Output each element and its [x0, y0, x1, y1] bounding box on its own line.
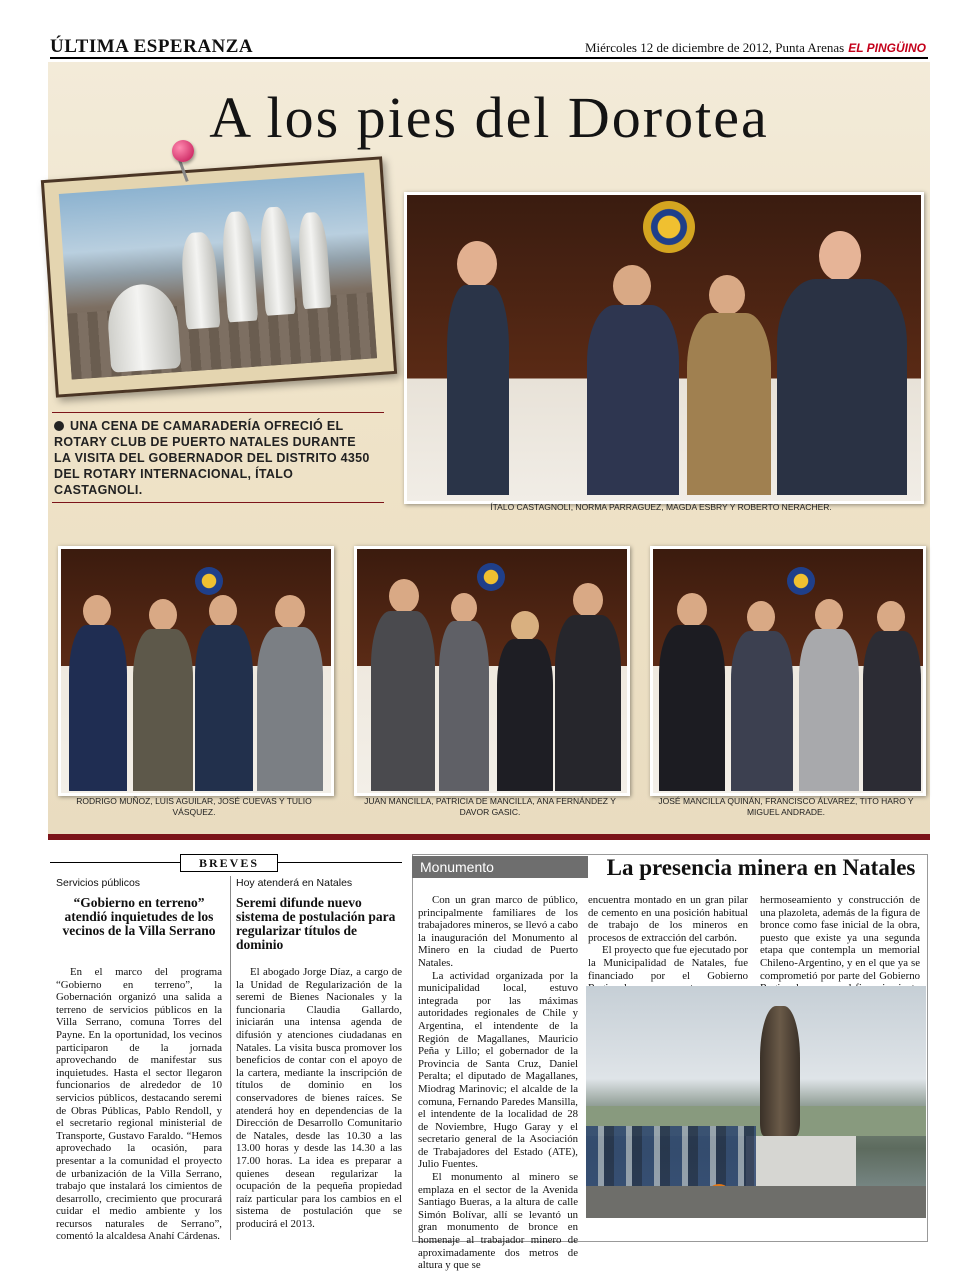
group-photo-1: [58, 546, 334, 796]
brief-2-headline: Seremi difunde nuevo sistema de postulación para regularizar títulos de dominio: [236, 895, 396, 952]
dateline: [585, 40, 926, 56]
brief-2-body: El abogado Jorge Díaz, a cargo de la Unidad de Regularización de la seremi de Bienes Nacionales y la funcionaria Claudia Gallardo, iniciarán una intensa agenda de difusión y atenciones ciudadanas en Natales. La visita busca promover los beneficios de contar con el apoyo de la cartera, mediante la inscripción de títulos de dominio en los conservadores de bienes raíces. Se atenderá hoy en dependencias de la Dirección de Desarrollo Comunitario de Natales, desde las 10.30 a las 13.00 horas y desde las 14.30 a las 17.00 horas. La idea es preparar a quienes desean regularizar la ocupación de la pequeña propiedad raíz particular para los cambios en el sistema de postulación que se producirá el 2013.: [236, 966, 402, 1230]
monumento-col-1: [418, 894, 578, 1272]
brief-1-kicker: Servicios públicos: [56, 877, 141, 889]
main-photo-names: ÍTALO CASTAGNOLI, NORMA PARRAGUEZ, MAGDA ESBRY Y ROBERTO NERACHER.: [490, 502, 832, 512]
main-group-photo: [404, 192, 924, 504]
caption-rule-top: [52, 412, 384, 413]
group-photo-2-caption: JUAN MANCILLA, PATRICIA DE MANCILLA, ANA FERNÁNDEZ Y DAVOR GASIC.: [364, 796, 616, 817]
monument-photo-frame: [41, 156, 397, 397]
feature-headline: A los pies del Dorotea: [209, 85, 769, 150]
rotary-emblem-icon: [643, 201, 695, 253]
group-photo-3: [650, 546, 926, 796]
paragraph: Con un gran marco de público, principalmente familiares de los trabajadores mineros, se llevó a cabo la inauguración del Monumento al Minero en la ciudad de Puerto Natales.: [418, 894, 578, 969]
group-photo-1-caption: RODRIGO MUÑOZ, LUIS AGUILAR, JOSÉ CUEVAS Y TULIO VÁSQUEZ.: [76, 796, 312, 817]
section-name: ÚLTIMA ESPERANZA: [50, 36, 254, 57]
brand-logo: EL PINGÜINO: [848, 41, 926, 55]
paragraph: El proyecto que fue ejecutado por la Municipalidad de Natales, fue financiado por el Gobierno: [588, 944, 748, 982]
paragraph: encuentra montado en un gran pilar de cemento en una posición habitual de trabajo de los mineros en procesos de extracción del carbón.: [588, 894, 748, 944]
monumento-headline: La presencia minera en Natales: [606, 855, 916, 880]
rotary-emblem-icon: [787, 567, 815, 595]
monumento-tag: Monumento: [412, 856, 588, 878]
caption-rule-bottom: [52, 502, 384, 503]
paragraph: El monumento al minero se emplaza en el sector de la Avenida Santiago Bueras, a la altura de calle Simón Bolívar, allí se levantó un gran monumento de bronce en homenaje al trabajador minero de aproximadamente dos metros de altura y que se: [418, 1171, 578, 1272]
miner-monument-photo: [586, 986, 926, 1218]
bullet-icon: [54, 421, 64, 431]
paragraph: La actividad organizada por la municipalidad local, estuvo integrada por las máximas autoridades regionales de Chile y Argentina, el intendente de la Región de Magallanes, Mauricio Peña y Lillo; el gobernador de la Provincia de Santa Cruz, Daniel Peralta; el diputado de Magallanes, Miodrag Marinovic; el alcalde de la comuna, Fernando Paredes Mansilla, el intendente de la localidad de 28 de Noviembre, Hugo Garay y el secretario general de la Asociación de Trabajadores del Estado (ATE), Julio Fuentes.: [418, 969, 578, 1171]
hand-monument-photo: [59, 173, 377, 380]
brief-1-headline: “Gobierno en terreno” atendió inquietudes de los vecinos de la Villa Serrano: [62, 895, 216, 938]
main-caption-text: UNA CENA DE CAMARADERÍA OFRECIÓ EL ROTARY CLUB DE PUERTO NATALES DURANTE LA VISITA DEL GOBERNADOR DEL DISTRITO 4350 DEL ROTARY INTERNACIONAL, ÍTALO CASTAGNOLI.: [54, 419, 370, 497]
main-photo-caption: [54, 418, 374, 498]
push-pin-icon: [172, 140, 194, 162]
group-photo-2: [354, 546, 630, 796]
brief-1-body: En el marco del programa “Gobierno en terreno”, la Gobernación organizó una salida a terreno de servicios públicos en la Villa Serrano, comuna Torres del Payne. En la oportunidad, los vecinos participaron de la jornada aprovechando de manifestar sus inquietudes. Hasta el sector llegaron funcionarios de alrededor de 10 servicios públicos, destacando seremi de Obras Públicas, Pablo Rendoll, y el secretario regional ministerial de Transporte, Gustavo Faraldo. “Hemos aprovechado la ocasión, para presentar a la comunidad el proyecto de urbanización de la Villa Serrano, trabajo que instalará los cimientos de desarrollo, crecimiento que procurará cuidar el medio ambiente y los recursos naturales de Serrano”, comentó la alcaldesa Anahí Cárdenas.: [56, 966, 222, 1243]
brief-2-kicker: Hoy atenderá en Natales: [236, 877, 353, 889]
paragraph: hermoseamiento y construcción de una plazoleta, además de la figura de bronce como fase inicial de la obra, puesto que existe ya una segunda etapa que contempla un memorial Chileno-Argentino, y en el que ya se comprometió por parte del Gobierno: [760, 894, 920, 982]
header-rule: [50, 57, 928, 59]
rotary-emblem-icon: [477, 563, 505, 591]
breves-label: BREVES: [180, 854, 278, 872]
group-photo-3-caption: JOSÉ MANCILLA QUINÁN, FRANCISCO ÁLVAREZ, TITO HARO Y MIGUEL ANDRADE.: [658, 796, 914, 817]
rotary-emblem-icon: [195, 567, 223, 595]
breves-column-divider: [230, 876, 231, 1240]
date-text: Miércoles 12 de diciembre de 2012, Punta Arenas: [584, 40, 845, 55]
feature-bottom-bar: [48, 834, 930, 840]
